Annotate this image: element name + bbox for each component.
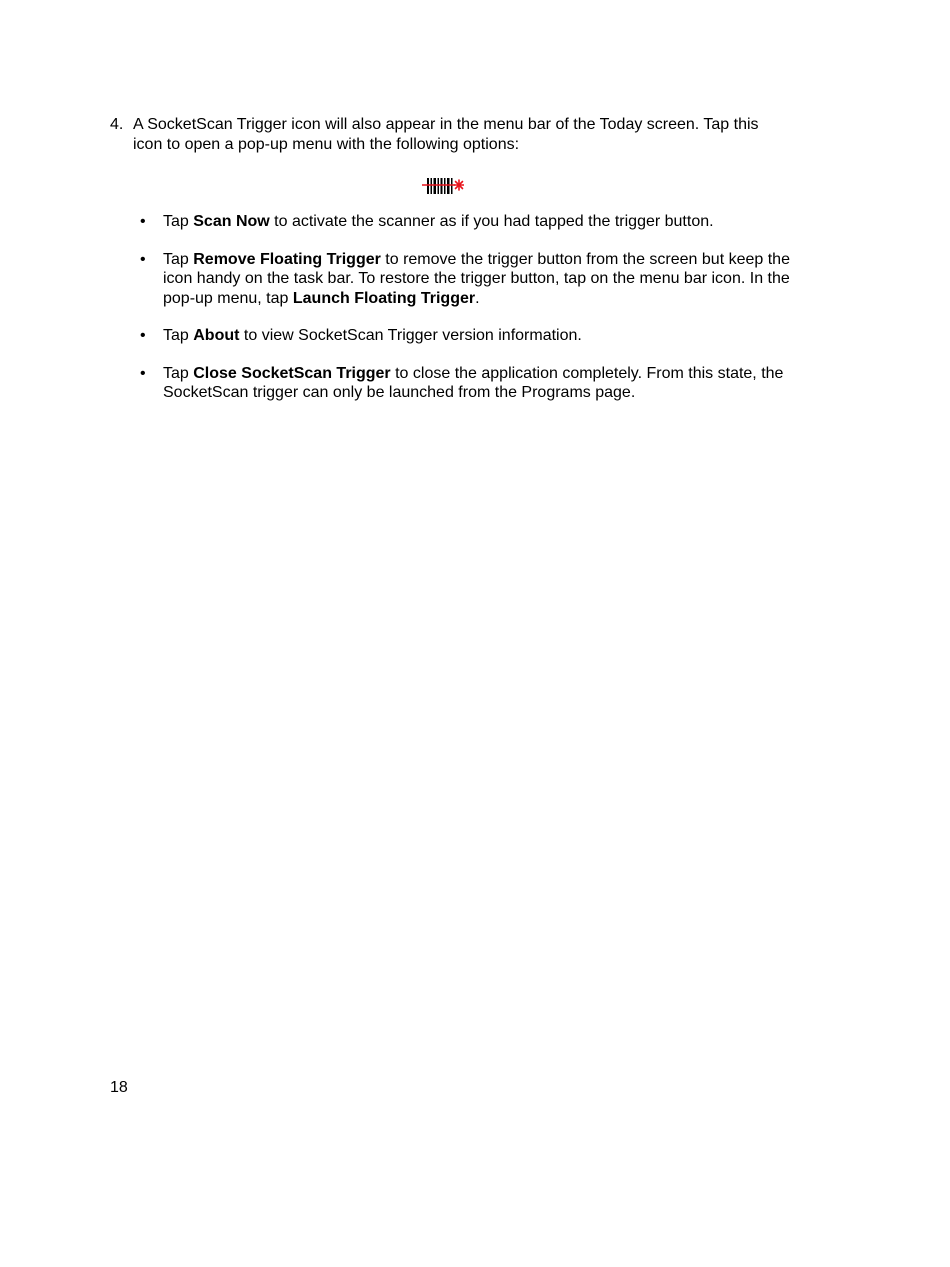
option-prefix: Tap [163, 327, 194, 344]
option-name: Remove Floating Trigger [193, 250, 381, 268]
option-remove-floating-trigger [140, 250, 790, 309]
option-name: Scan Now [193, 213, 270, 230]
option-description: to close the application completely. From this state, the SocketScan trigger can only be launched from the Programs page. [163, 364, 784, 401]
option-description: to remove the trigger button from the screen but keep the icon handy on the task bar. To restore the trigger button, tap on the menu bar icon. In the pop-up menu, tap [163, 250, 790, 307]
option-description: to view SocketScan Trigger version information. [239, 327, 582, 344]
barcode-bars [427, 178, 453, 194]
step-number: 4. [110, 116, 124, 133]
option-prefix: Tap [163, 364, 194, 382]
step-text: A SocketScan Trigger icon will also appear in the menu bar of the Today screen. Tap this icon to open a pop-up menu with the following options: [133, 116, 759, 153]
barcode-scanner-trigger-icon [422, 176, 464, 196]
launch-floating-trigger-label: Launch Floating Trigger [292, 289, 476, 307]
options-list [140, 212, 790, 421]
option-prefix: Tap [163, 213, 194, 230]
option-close-socketscan-trigger [140, 364, 790, 403]
option-scan-now [140, 212, 790, 232]
option-prefix: Tap [163, 250, 194, 268]
option-description: to activate the scanner as if you had tapped the trigger button. [269, 213, 714, 230]
bullet: • [140, 213, 146, 230]
bullet: • [140, 250, 146, 268]
option-name: Close SocketScan Trigger [193, 364, 391, 382]
bullet: • [140, 327, 146, 344]
bullet: • [140, 364, 146, 382]
page-number: 18 [110, 1079, 128, 1096]
option-description-end: . [475, 289, 480, 307]
option-about [140, 326, 790, 346]
option-name: About [193, 327, 240, 344]
laser-burst [454, 180, 464, 190]
step-4 [110, 115, 790, 154]
